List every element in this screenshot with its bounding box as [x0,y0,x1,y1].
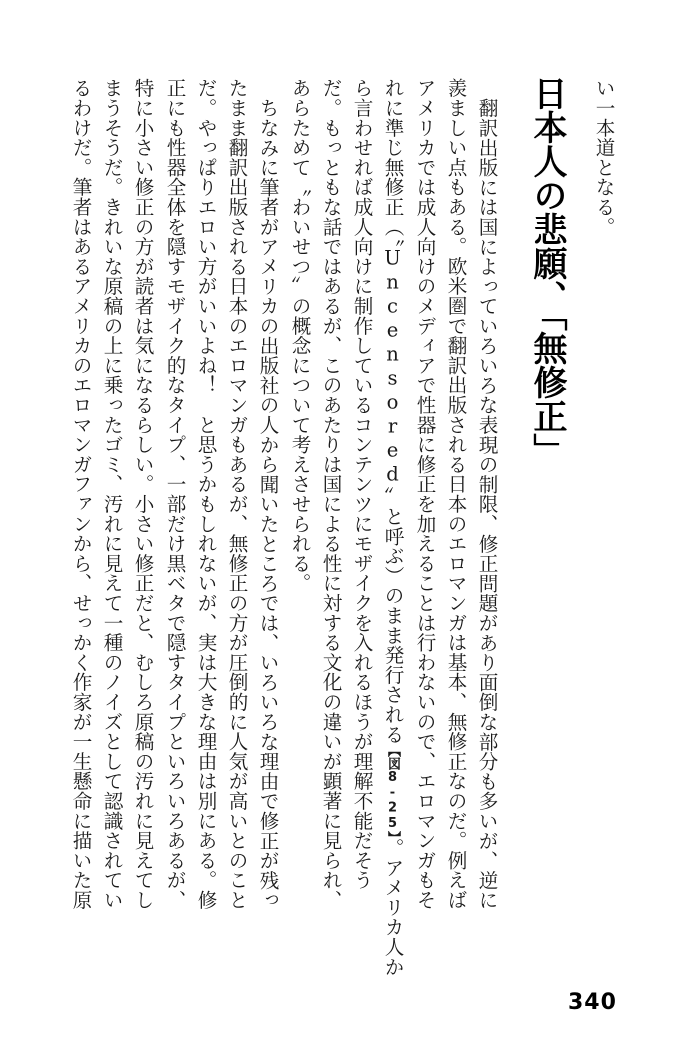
body-line: たまま翻訳出版される日本のエロマンガもあるが、無修正の方が圧倒的に人気が高いとのこと [225,78,248,910]
body-line: 翻訳出版には国によっていろいろな表現の制限、修正問題があり面倒な部分も多いが、逆に [475,98,498,910]
body-line: あらためて〝わいせつ〟の概念について考えさせられる。 [288,78,311,593]
body-line: ら言わせれば成人向けに制作しているコンテンツにモザイクを入れるほうが理解不能だそう [350,78,373,890]
body-line: 特に小さい修正の方が読者は気になるらしい。小さい修正だと、むしろ原稿の汚れに見えてし [131,78,154,910]
body-line: 羨ましい点もある。欧米圏で翻訳出版される日本のエロマンガは基本、無修正なのだ。例えば [444,78,467,910]
body-text: 〟と呼ぶ）のまま発行される [381,486,404,744]
body-line [377,78,408,977]
body-line: 正にも性器全体を隠すモザイク的なタイプ、一部だけ黒ベタで隠すタイプといろいろあるが、 [163,78,186,910]
body-line: ちなみに筆者がアメリカの出版社の人から聞いたところでは、いろいろな理由で修正が残っ [256,98,279,910]
body-text: れに準じ無修正（〝 [381,78,404,247]
body-text: 。アメリカ人か [381,837,404,977]
body-line: だ。もっともな話ではあるが、このあたりは国による性に対する文化の違いが顕著に見られ、 [319,78,342,910]
body-line: まうそうだ。きれいな原稿の上に乗ったゴミ、汚れに見えて一種のノイズとして認識されてい [100,78,123,910]
section-heading: 日本人の悲願、「無修正」 [527,76,567,467]
body-line: アメリカでは成人向けのメディアで性器に修正を加えることは行わないので、エロマンガもそ [413,78,436,910]
page-number: 340 [568,990,617,1015]
body-line: だ。やっぱりエロい方がいいよね！ と思うかもしれないが、実は大きな理由は別にある。修 [194,78,217,910]
figure-reference: 【図8-25】 [385,743,400,838]
carryover-text-line: い一本道となる。 [592,78,615,237]
latin-term: Uncensored [381,246,404,487]
body-line: るわけだ。筆者はあるアメリカのエロマンガファンから、せっかく作家が一生懸命に描いた原 [69,78,92,910]
